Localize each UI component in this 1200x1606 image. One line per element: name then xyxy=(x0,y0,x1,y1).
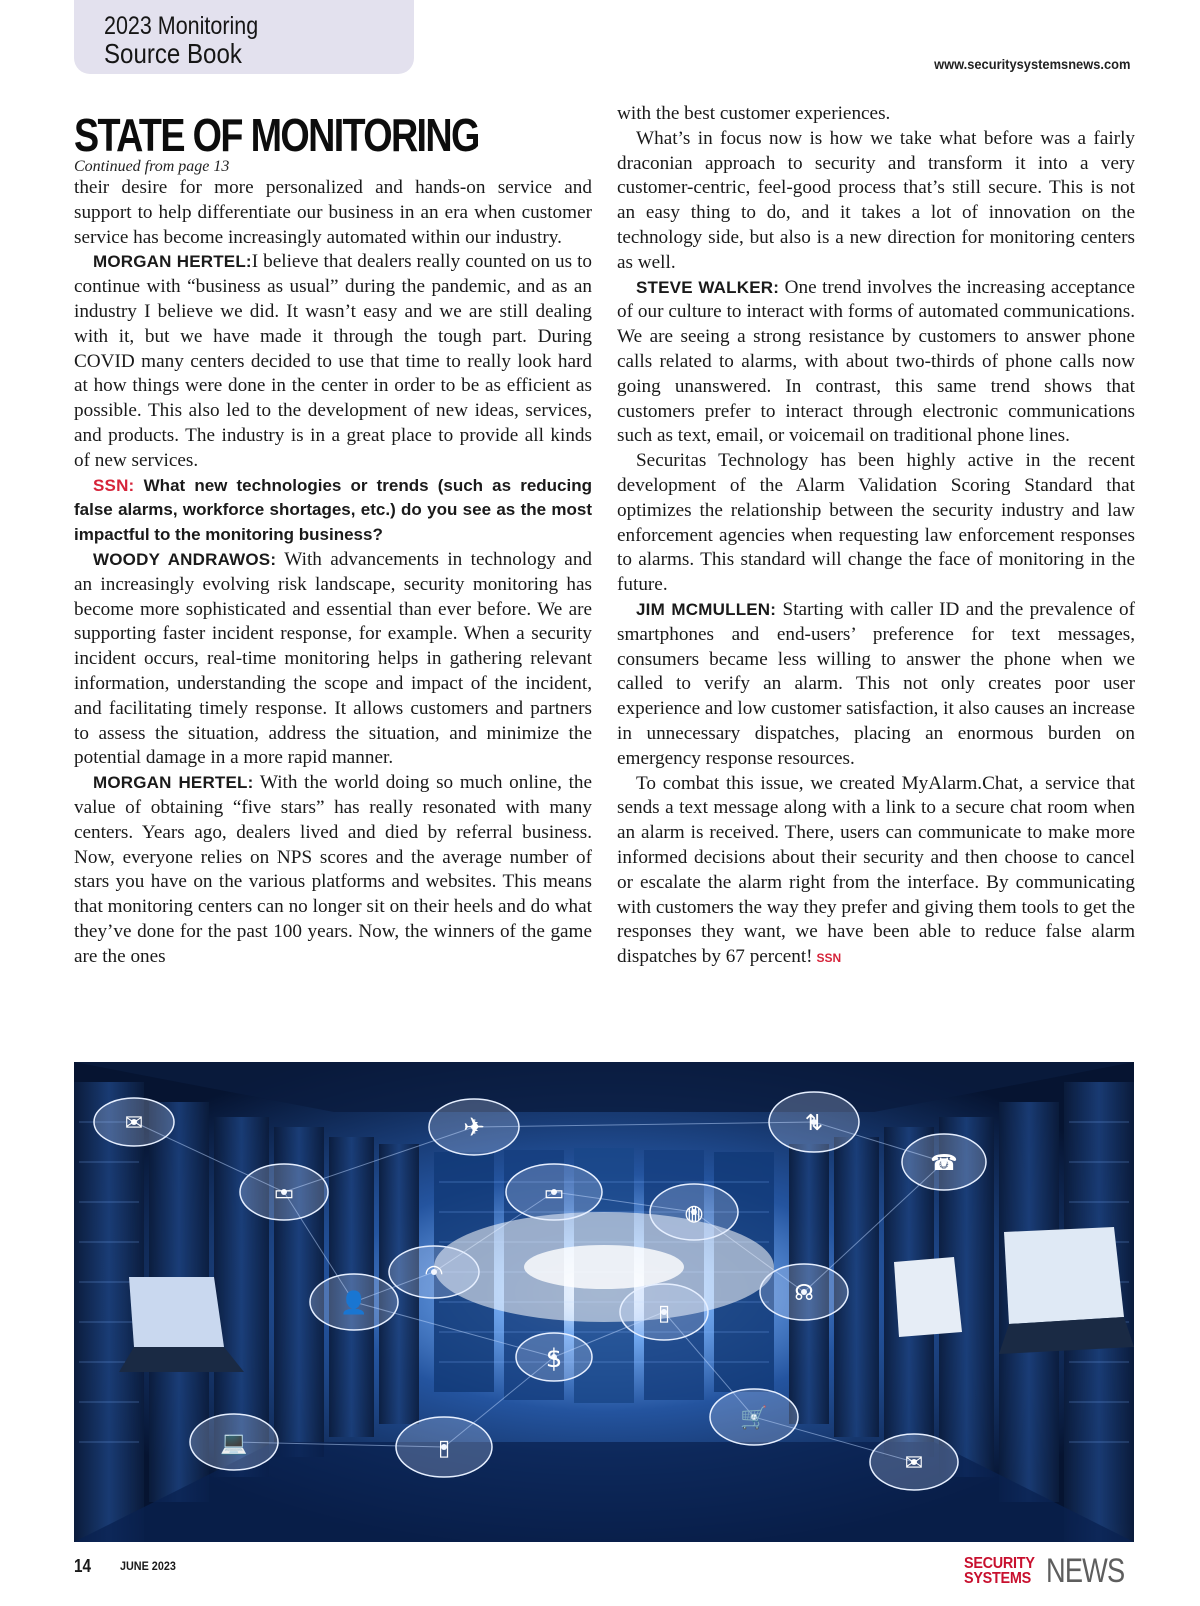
speaker-name: MORGAN HERTEL: xyxy=(93,252,252,272)
issue-date: JUNE 2023 xyxy=(120,1559,176,1573)
section-tab-line1: 2023 Monitoring xyxy=(104,12,259,40)
page-number: 14 xyxy=(74,1556,92,1576)
server-room-photo xyxy=(74,1062,1134,1542)
fax-icon: ☎ xyxy=(930,1151,958,1176)
paragraph-text: With the world doing so much online, the value of obtaining “five stars” has really resonated with many centers. Years ago, dealers lived and died by referral business. Now, everyone relies on NPS scores and the average number of stars you have on the various platforms and websites. This means that monitoring centers can no longer sit on their heels and do what they’ve done for the past 100 years. Now, the winners of the game are the ones xyxy=(74,772,593,967)
monitor-icon: ▭ xyxy=(273,1181,295,1206)
headset-icon: ☊ xyxy=(794,1281,814,1306)
user-icon: 👤 xyxy=(340,1291,368,1316)
right-paragraph-3 xyxy=(617,276,1135,450)
right-column xyxy=(617,102,1135,971)
left-paragraph-1: their desire for more personalized and hands-on service and support to help differentiate our business in an era when customer service has become increasingly automated within our industry. xyxy=(74,177,592,248)
mail-icon: ✉ xyxy=(904,1451,924,1476)
phone-icon: ▯ xyxy=(657,1301,671,1326)
right-paragraph-6 xyxy=(617,772,1135,971)
cart-icon: 🛒 xyxy=(740,1406,768,1431)
logo-systems: SYSTEMS xyxy=(964,1570,1031,1587)
right-paragraph-1: with the best customer experiences. xyxy=(617,103,891,124)
paragraph-text: With advancements in technology and an increasingly evolving risk landscape, security monitoring has become more sophisticated and essential than ever before. We are supporting faster incident response, for example. When a security incident occurs, real-time monitoring helps in gathering relevant information, understanding the scope and impact of the incident, and facilitating timely response. It allows customers and partners to assess the situation, address the situation, and minimize the potential damage in a more rapid manner. xyxy=(74,548,593,769)
mail-icon: ✉ xyxy=(124,1111,144,1136)
continued-note: Continued from page 13 xyxy=(74,158,230,175)
logo-security: SECURITY xyxy=(964,1555,1035,1572)
right-paragraph-2: What’s in focus now is how we take what before was a fairly draconian approach to security and transform it into a very customer-centric, feel-good process that’s still secure. This is not an easy thing to do, and it takes a lot of innovation on the technology side, but also is a new direction for monitoring centers as well. xyxy=(617,127,1135,273)
wifi-icon: ◠ xyxy=(424,1261,444,1286)
cloud-sync-icon: ⇅ xyxy=(804,1111,824,1136)
airplane-icon: ✈ xyxy=(463,1113,485,1143)
publication-logo xyxy=(964,1554,1134,1590)
tablet-icon: ▯ xyxy=(437,1436,451,1461)
left-column xyxy=(74,176,592,970)
globe-icon: ◍ xyxy=(684,1201,704,1226)
section-tab-line2: Source Book xyxy=(104,38,242,69)
question-tag: SSN: xyxy=(93,475,135,495)
paragraph-text: To combat this issue, we created MyAlarm.Chat, a service that sends a text message along with a link to a secure chat room when an alarm is received. There, users can communicate to make more informed decisions about their security and then choose to cancel or escalate the alarm right from the interface. By communicating with customers the way they prefer and giving them tools to get the responses they want, we have been able to reduce false alarm dispatches by 67 percent! xyxy=(617,772,1135,968)
speaker-name: WOODY ANDRAWOS: xyxy=(93,549,277,569)
article-title: STATE OF MONITORING xyxy=(74,109,479,161)
left-paragraph-4 xyxy=(74,771,592,969)
laptop-icon: 💻 xyxy=(220,1431,248,1456)
monitor-icon: ▭ xyxy=(543,1181,565,1206)
right-paragraph-5 xyxy=(617,598,1135,772)
left-paragraph-2 xyxy=(74,250,592,473)
speaker-name: MORGAN HERTEL: xyxy=(93,773,254,793)
section-tab xyxy=(74,0,414,74)
question-paragraph xyxy=(74,474,592,548)
question-text: What new technologies or trends (such as reducing false alarms, workforce shortages, etc.) do you see as the most impactful to the monitoring business? xyxy=(74,475,593,545)
logo-news: NEWS xyxy=(1046,1552,1125,1590)
speaker-name: STEVE WALKER: xyxy=(636,277,780,297)
server-room-illustration xyxy=(74,1062,1134,1542)
speaker-name: JIM MCMULLEN: xyxy=(636,599,777,619)
left-paragraph-3 xyxy=(74,548,592,771)
paragraph-text: One trend involves the increasing acceptance of our culture to interact with forms of automated communications. We are seeing a strong resistance by customers to answer phone calls related to alarms, with about two-thirds of phone calls now going unanswered. In contrast, this same trend shows that customers prefer to interact through electronic communications such as text, email, or voicemail on traditional phone lines. xyxy=(617,276,1136,447)
paragraph-text: Starting with caller ID and the prevalence of smartphones and end-users’ preference for text messages, consumers became less willing to answer the phone when we called to verify an alarm. This not only creates poor user experience and low customer satisfaction, it also causes an increase in unnecessary dispatches, placing an enormous burden on emergency response resources. xyxy=(617,598,1135,769)
site-url: www.securitysystemsnews.com xyxy=(933,56,1130,72)
paragraph-text: I believe that dealers really counted on us to continue with “business as usual” during the pandemic, and as an industry I believe we did. It wasn’t easy and we are still dealing with it, but we have made it through the tough part. During COVID many centers decided to use that time to really look hard at how things were done in the center in order to be as efficient as possible. This also led to the development of new ideas, services, and products. The industry is in a great place to provide all kinds of new services. xyxy=(74,251,592,471)
right-paragraph-4: Securitas Technology has been highly active in the recent development of the Alarm Validation Scoring Standard that optimizes the relationship between the security industry and law enforcement agencies when requesting law enforcement responses to alarms. This standard will change the face of monitoring in the future. xyxy=(617,450,1135,596)
end-mark: SSN xyxy=(816,951,842,966)
dollar-icon: $ xyxy=(545,1344,563,1374)
